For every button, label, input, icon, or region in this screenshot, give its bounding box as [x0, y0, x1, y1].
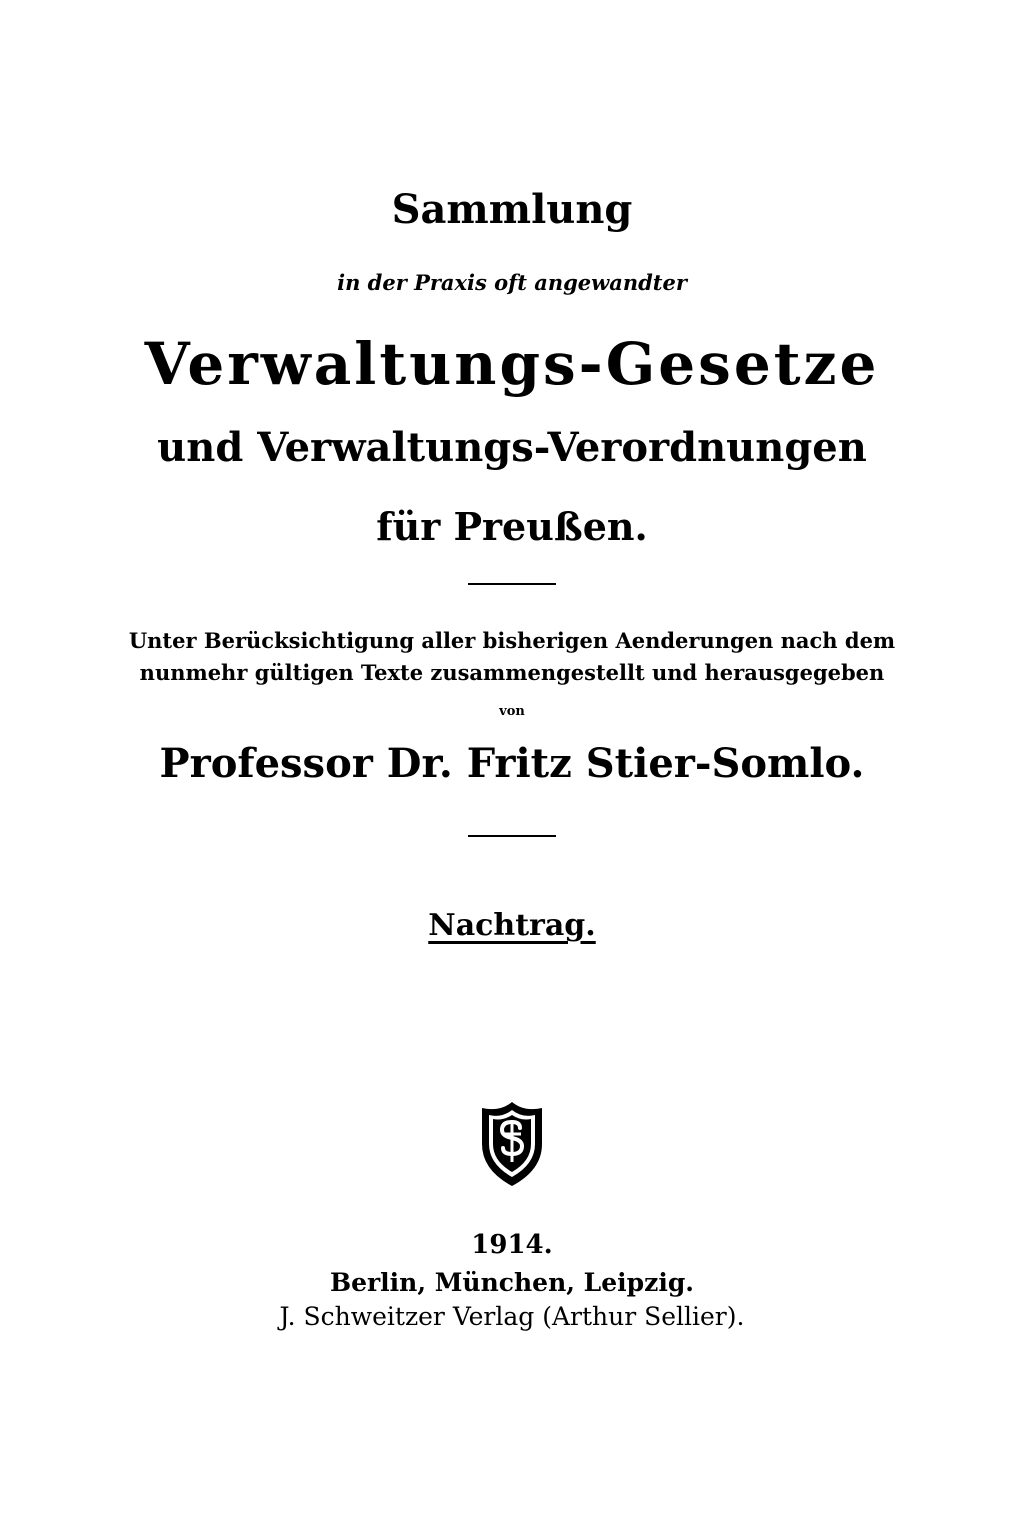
region-line: für Preußen. — [376, 504, 648, 549]
divider-rule — [468, 835, 556, 837]
title-continued: und Verwaltungs-Verordnungen — [157, 424, 867, 471]
description-line-2: nunmehr gültigen Texte zusammengestellt und herausgegeben — [139, 660, 885, 685]
divider-rule — [468, 583, 556, 585]
by-line: von — [499, 704, 525, 719]
author-name: Professor Dr. Fritz Stier-Somlo. — [159, 740, 865, 787]
description-line-1: Unter Berücksichtigung aller bisherigen Aenderungen nach dem — [128, 628, 896, 653]
publisher-name: J. Schweitzer Verlag (Arthur Sellier). — [279, 1302, 745, 1331]
publication-year: 1914. — [471, 1230, 553, 1260]
series-subtitle: in der Praxis oft angewandter — [337, 270, 687, 295]
edition-note: Nachtrag. — [428, 908, 596, 943]
publisher-shield-emblem — [478, 1100, 546, 1188]
series-title: Sammlung — [391, 186, 633, 233]
publication-cities: Berlin, München, Leipzig. — [329, 1268, 695, 1297]
main-title: Verwaltungs-Gesetze — [144, 330, 880, 398]
